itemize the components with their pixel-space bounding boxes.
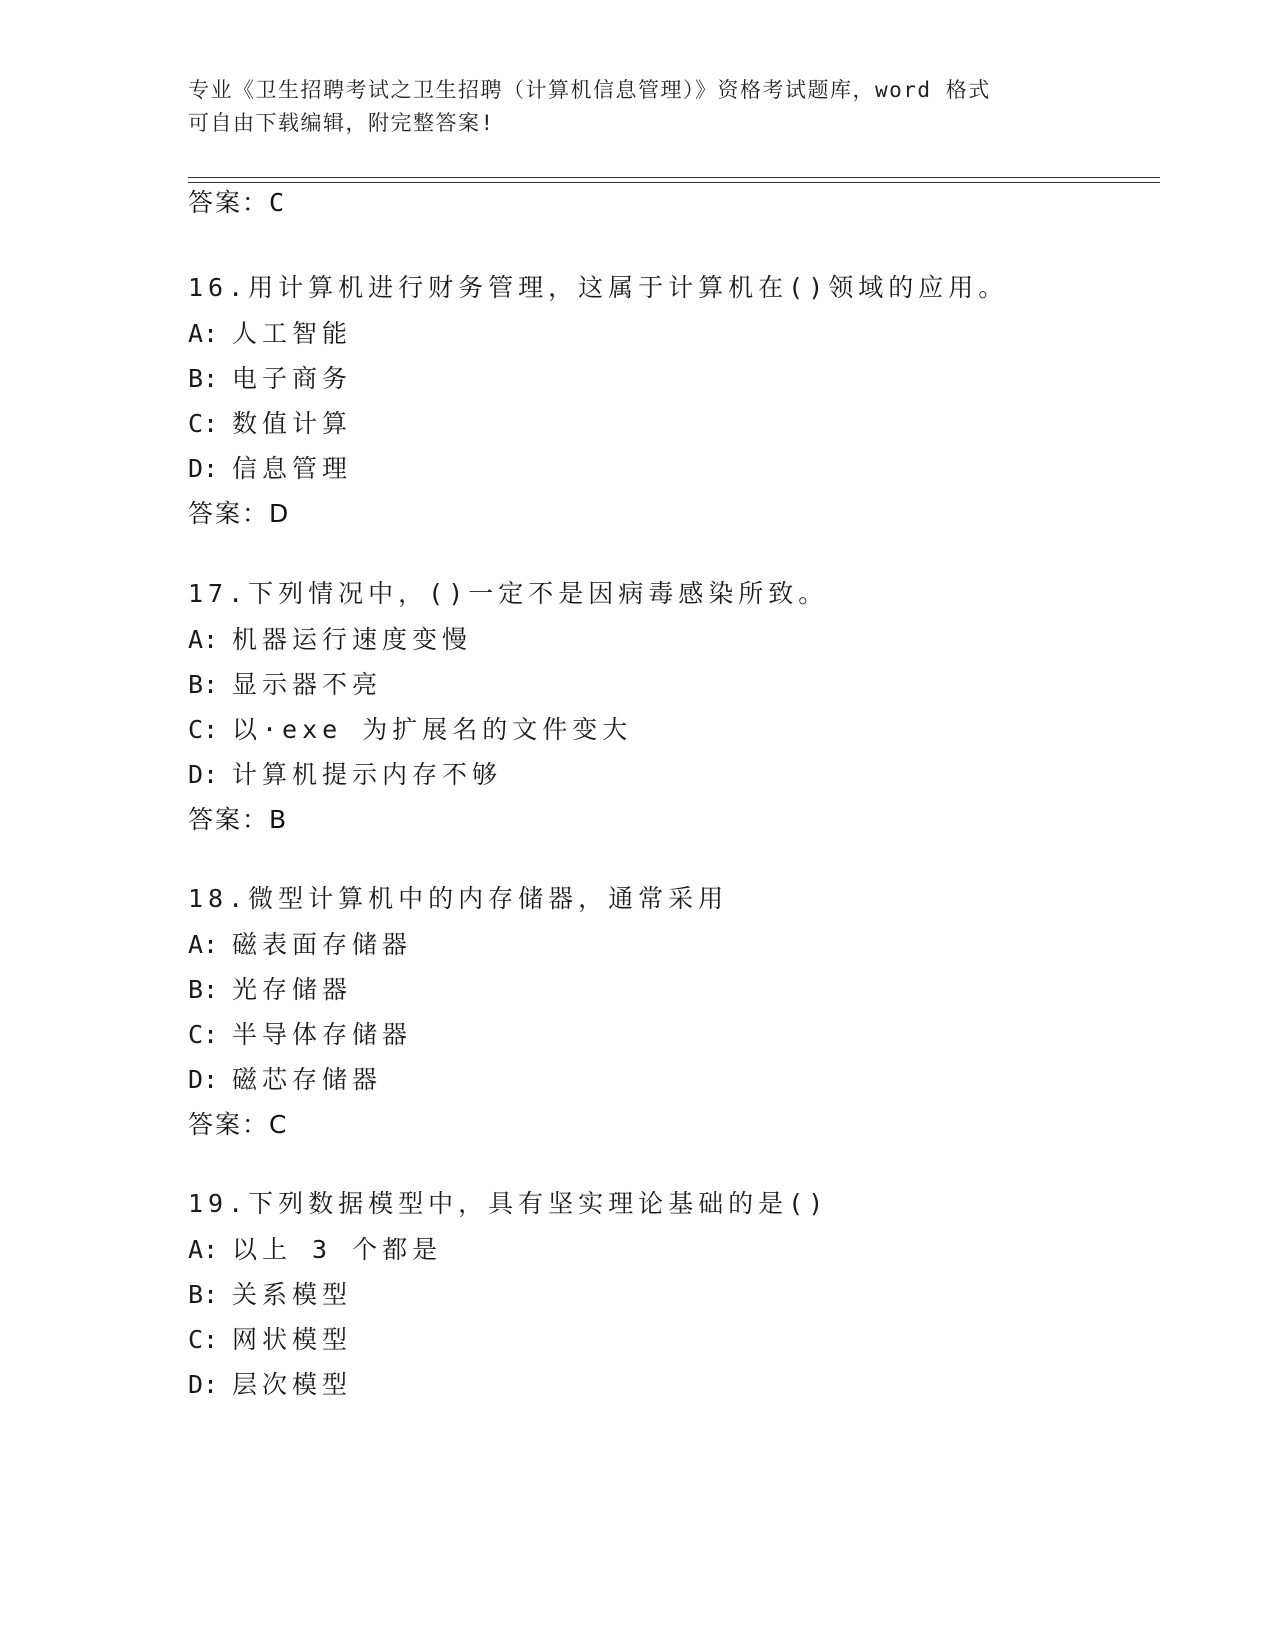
option-text: 关系模型 — [232, 1280, 353, 1309]
document-header — [188, 74, 1088, 140]
option-text: 磁表面存储器 — [232, 930, 413, 959]
option-text: 数值计算 — [232, 409, 353, 438]
question-stem: 18.微型计算机中的内存储器，通常采用 — [188, 884, 729, 913]
option-d — [188, 1057, 1148, 1102]
option-key: C: — [188, 1325, 219, 1354]
option-a — [188, 617, 1148, 662]
question-18 — [188, 876, 1148, 1148]
option-c — [188, 401, 1148, 446]
answer-label: 答案： — [188, 1110, 270, 1139]
question-stem: 16.用计算机进行财务管理，这属于计算机在()领域的应用。 — [188, 273, 1009, 302]
option-text: 光存储器 — [232, 975, 353, 1004]
option-b — [188, 662, 1148, 707]
option-key: D: — [188, 1370, 219, 1399]
option-a — [188, 311, 1148, 356]
option-key: D: — [188, 454, 219, 483]
header-line-1: 专业《卫生招聘考试之卫生招聘（计算机信息管理）》资格考试题库，word 格式 — [188, 78, 991, 102]
option-key: A: — [188, 319, 219, 348]
answer-value: D — [269, 499, 291, 528]
option-text: 显示器不亮 — [232, 670, 383, 699]
option-d — [188, 752, 1148, 797]
option-b — [188, 1272, 1148, 1317]
option-key: C: — [188, 715, 219, 744]
option-key: A: — [188, 625, 219, 654]
option-text: 以上 3 个都是 — [232, 1235, 443, 1264]
previous-answer — [188, 183, 286, 219]
option-text: 半导体存储器 — [232, 1020, 413, 1049]
header-line-2: 可自由下载编辑，附完整答案! — [188, 111, 495, 135]
option-a — [188, 1227, 1148, 1272]
option-text: 磁芯存储器 — [232, 1065, 383, 1094]
option-a — [188, 922, 1148, 967]
option-key: B: — [188, 1280, 219, 1309]
question-answer — [188, 491, 1148, 537]
option-b — [188, 967, 1148, 1012]
option-text: 电子商务 — [232, 364, 353, 393]
answer-value: C — [269, 188, 287, 217]
option-text: 机器运行速度变慢 — [232, 625, 473, 654]
option-key: C: — [188, 1020, 219, 1049]
option-c — [188, 707, 1148, 752]
question-19 — [188, 1181, 1148, 1407]
option-key: C: — [188, 409, 219, 438]
question-16 — [188, 265, 1148, 537]
question-answer — [188, 1102, 1148, 1148]
option-text: 计算机提示内存不够 — [232, 760, 503, 789]
option-key: D: — [188, 760, 219, 789]
question-answer — [188, 797, 1148, 843]
option-key: B: — [188, 670, 219, 699]
option-key: D: — [188, 1065, 219, 1094]
option-key: A: — [188, 930, 219, 959]
option-text: 人工智能 — [232, 319, 353, 348]
option-key: B: — [188, 975, 219, 1004]
answer-label: 答案： — [188, 499, 270, 528]
answer-label: 答案： — [188, 805, 270, 834]
option-key: A: — [188, 1235, 219, 1264]
option-d — [188, 1362, 1148, 1407]
answer-value: C — [269, 1110, 289, 1139]
question-17 — [188, 571, 1148, 843]
option-c — [188, 1317, 1148, 1362]
question-stem: 19.下列数据模型中，具有坚实理论基础的是() — [188, 1189, 829, 1218]
option-text: 层次模型 — [232, 1370, 353, 1399]
option-text: 网状模型 — [232, 1325, 353, 1354]
option-text: 以·exe 为扩展名的文件变大 — [232, 715, 633, 744]
header-divider — [188, 177, 1160, 183]
question-stem: 17.下列情况中，()一定不是因病毒感染所致。 — [188, 579, 829, 608]
answer-label: 答案： — [188, 188, 270, 217]
option-b — [188, 356, 1148, 401]
option-key: B: — [188, 364, 219, 393]
option-text: 信息管理 — [232, 454, 353, 483]
option-d — [188, 446, 1148, 491]
option-c — [188, 1012, 1148, 1057]
answer-value: B — [269, 805, 289, 834]
